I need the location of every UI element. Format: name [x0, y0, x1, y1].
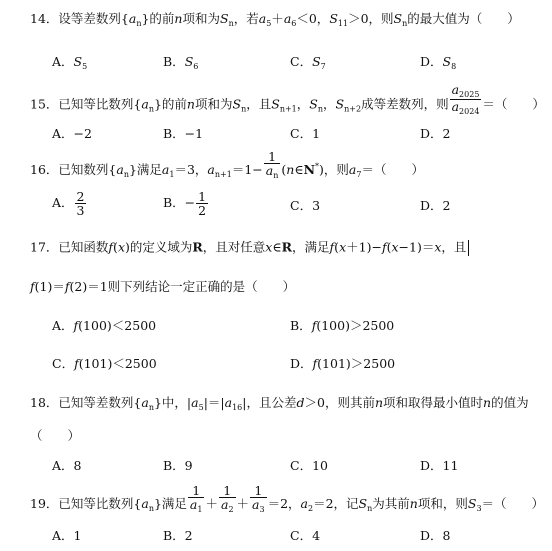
- question-17-stem-line2: f(1)＝f(2)＝1则下列结论一定正确的是（ ）: [30, 279, 296, 294]
- question-18-stem-line1: 18．已知等差数列$\{a_n\}$中，$|a_5|=|a_{16}|$，且公差d＞0，则其前n项和取得最小值时n的值为: [30, 395, 529, 412]
- option-d[interactable]: D．$S_8$: [420, 54, 457, 71]
- option-a[interactable]: A．−2: [52, 126, 92, 141]
- question-18-stem-line2: （ ）: [30, 428, 81, 443]
- option-a[interactable]: A．f(100)＜2500: [52, 318, 157, 333]
- option-c[interactable]: C．1: [290, 126, 321, 141]
- option-c[interactable]: C．$S_7$: [290, 54, 326, 71]
- option-b[interactable]: B．2: [163, 528, 193, 543]
- question-14-stem: 14．设等差数列$\{a_n\}$的前n项和为$S_n$，若$a_5+a_6<0$，$S_{11}>0$，则$S_n$的最大值为（ ）: [30, 11, 520, 28]
- option-a[interactable]: A．$S_5$: [52, 54, 88, 71]
- option-c[interactable]: C．f(101)＜2500: [52, 356, 157, 371]
- option-d[interactable]: D．2: [420, 126, 451, 141]
- option-a[interactable]: A． $\frac{2}{3}$: [52, 189, 85, 219]
- question-16-stem: 16．已知数列$\{a_n\}$满足$a_1=3$，$a_{n+1}=1-$ $\frac{1}{a_n}$ (n∈N*)，则$a_7=$（ ）: [30, 149, 424, 181]
- option-b[interactable]: B．$S_6$: [163, 54, 199, 71]
- text-cursor: [468, 240, 469, 256]
- option-c[interactable]: C．4: [290, 528, 321, 543]
- question-15-stem: 15．已知等比数列$\{a_n\}$的前n项和为$S_n$，且$S_{n+1}$，$S_n$，$S_{n+2}$成等差数列，则 $\frac{a_{2025}}{a_{2024}}$ ＝（ ）: [30, 82, 545, 117]
- option-d[interactable]: D．2: [420, 198, 451, 213]
- question-19-stem: 19．已知等比数列$\{a_n\}$满足 $\frac{1}{a_1}$ ＋ $\frac{1}{a_2}$ ＋ $\frac{1}{a_3}$ ＝2，$a_2=2$，记$S_n$为其前n项和，则$S_3=$（ ）: [30, 483, 545, 515]
- option-d[interactable]: D．f(101)＞2500: [290, 356, 396, 371]
- option-b[interactable]: B．−1: [163, 126, 204, 141]
- option-d[interactable]: D．8: [420, 528, 451, 543]
- option-b[interactable]: B．f(100)＞2500: [290, 318, 395, 333]
- option-c[interactable]: C．10: [290, 458, 328, 473]
- question-17-stem-line1: 17．已知函数f(x)的定义域为R，且对任意x∈R，满足f(x＋1)−f(x−1)＝x，且: [30, 240, 469, 256]
- option-a[interactable]: A．1: [52, 528, 82, 543]
- option-a[interactable]: A．8: [52, 458, 82, 473]
- option-b[interactable]: B．9: [163, 458, 193, 473]
- option-c[interactable]: C．3: [290, 198, 321, 213]
- option-b[interactable]: B．− $\frac{1}{2}$: [163, 189, 207, 219]
- option-d[interactable]: D．11: [420, 458, 459, 473]
